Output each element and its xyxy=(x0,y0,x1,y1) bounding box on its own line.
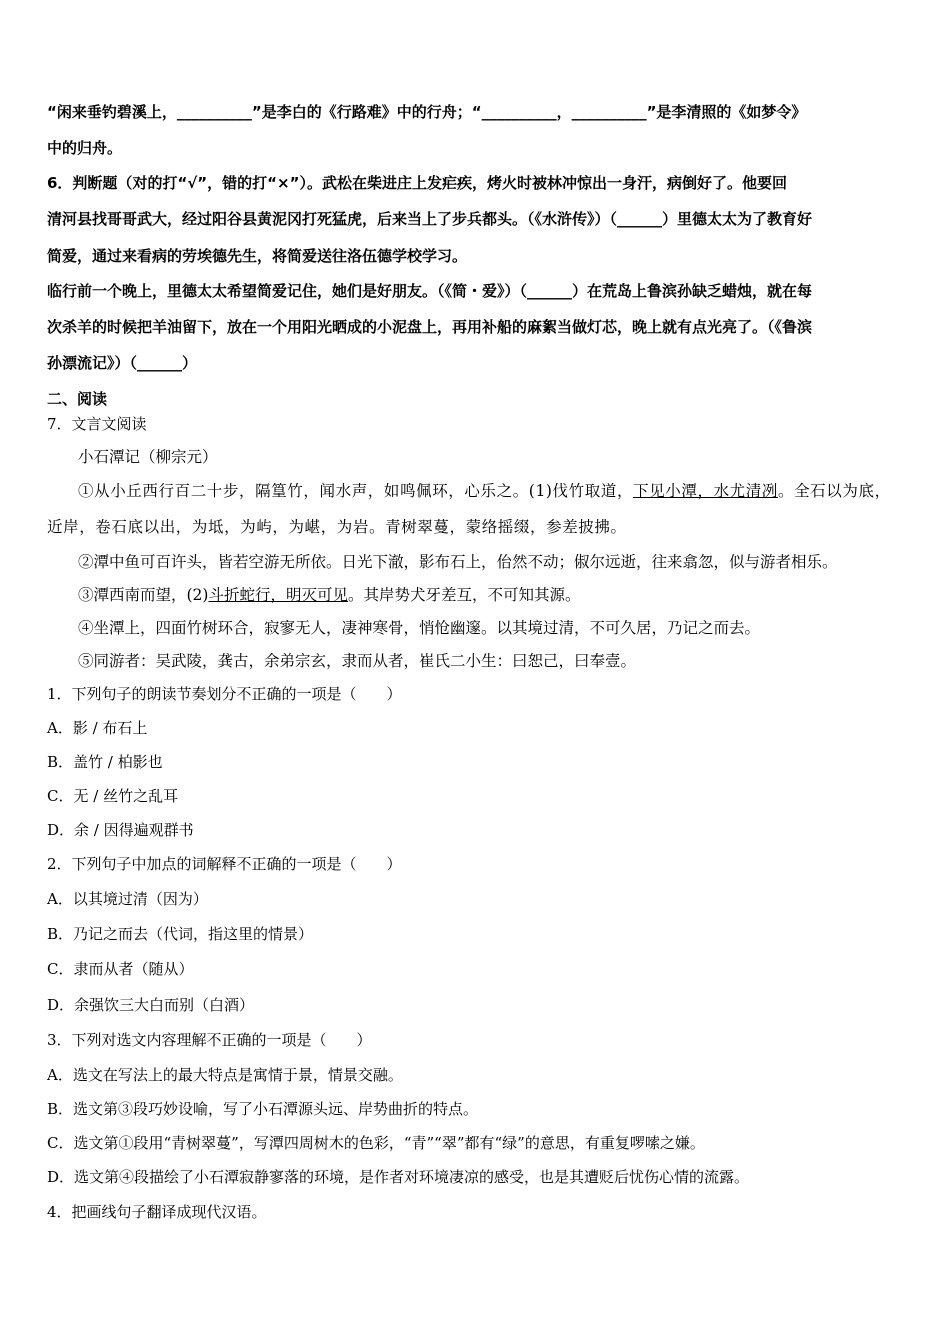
option: A．以其境过清（因为） xyxy=(47,890,208,908)
q6-line: 清河县找哥哥武大，经过阳谷县黄泥冈打死猛虎，后来当上了步兵都头。（《水浒传》）（______）里德太太为了教育好 xyxy=(47,210,813,228)
option: D．余 / 因得遍观群书 xyxy=(47,821,194,839)
question-stem: 4．把画线句子翻译成现代汉语。 xyxy=(47,1203,267,1221)
q7-title: 7．文言文阅读 xyxy=(47,415,147,433)
q6-line: 临行前一个晚上，里德太太希望简爱记住，她们是好朋友。（《简・爱》）（______）在荒岛上鲁滨孙缺乏蜡烛，就在每 xyxy=(47,282,813,300)
paragraph-1-cont: 近岸，卷石底以出，为坻，为屿，为嵁，为岩。青树翠蔓，蒙络摇缀，参差披拂。 xyxy=(47,518,627,536)
question-stem: 3．下列对选文内容理解不正确的一项是（ ） xyxy=(47,1031,372,1049)
q6-line: 6．判断题（对的打“√”，错的打“×”）。武松在柴进庄上发疟疾，烤火时被林冲惊出一身汗，病倒好了。他要回 xyxy=(47,174,787,192)
underlined-sentence-2: 斗折蛇行，明灭可见 xyxy=(208,586,348,604)
option: D．选文第④段描绘了小石潭寂静寥落的环境，是作者对环境凄凉的感受，也是其遭贬后忧伤心情的流露。 xyxy=(47,1168,750,1186)
q6-line: 简爱，通过来看病的劳埃德先生，将简爱送往洛伍德学校学习。 xyxy=(47,247,468,265)
paragraph-4: ④坐潭上，四面竹树环合，寂寥无人，凄神寒骨，悄怆幽邃。以其境过清，不可久居，乃记之而去。 xyxy=(78,619,761,637)
fill-in-line-1: “闲来垂钓碧溪上，__________”是李白的《行路难》中的行舟；“__________，__________”是李清照的《如梦令》 xyxy=(47,103,807,121)
paragraph-1 xyxy=(78,481,891,501)
text: ③潭西南而望，(2) xyxy=(78,586,209,604)
option: C．隶而从者（随从） xyxy=(47,960,194,978)
passage-title: 小石潭记（柳宗元） xyxy=(78,448,218,466)
paragraph-5: ⑤同游者：吴武陵，龚古，余弟宗玄，隶而从者，崔氏二小生：曰恕己，曰奉壹。 xyxy=(78,652,637,670)
option: C．无 / 丝竹之乱耳 xyxy=(47,787,179,805)
option: B．乃记之而去（代词，指这里的情景） xyxy=(47,925,314,943)
text: 。其岸势犬牙差互，不可知其源。 xyxy=(347,586,581,604)
q6-line: 次杀羊的时候把羊油留下，放在一个用阳光晒成的小泥盘上，再用补船的麻絮当做灯芯，晚上就有点光亮了。（《鲁滨 xyxy=(47,318,813,336)
paragraph-3 xyxy=(78,585,581,605)
text: ①从小丘西行百二十步，隔篁竹，闻水声，如鸣佩环，心乐之。(1)伐竹取道， xyxy=(78,482,634,500)
option: D．余强饮三大白而别（白酒） xyxy=(47,996,255,1014)
underlined-sentence-1: 下见小潭，水尤清冽 xyxy=(633,482,778,500)
option: B．盖竹 / 柏影也 xyxy=(47,753,163,771)
option: A．影 / 布石上 xyxy=(47,719,148,737)
option: B．选文第③段巧妙设喻，写了小石潭源头远、岸势曲折的特点。 xyxy=(47,1100,479,1118)
section-heading: 二、阅读 xyxy=(47,390,108,408)
q6-line: 孙漂流记》）（______） xyxy=(47,354,198,372)
option: A．选文在写法上的最大特点是寓情于景，情景交融。 xyxy=(47,1066,403,1084)
paragraph-2: ②潭中鱼可百许头，皆若空游无所依。日光下澈，影布石上，佁然不动；俶尔远逝，往来翕忽，似与游者相乐。 xyxy=(78,553,838,571)
fill-in-line-2: 中的归舟。 xyxy=(47,139,123,157)
option: C．选文第①段用“青树翠蔓”，写潭四周树木的色彩，“青”“翠”都有“绿”的意思，有重复啰嗦之嫌。 xyxy=(47,1134,705,1152)
question-stem: 2．下列句子中加点的词解释不正确的一项是（ ） xyxy=(47,855,402,873)
text: 。全石以为底， xyxy=(777,482,891,500)
question-stem: 1．下列句子的朗读节奏划分不正确的一项是（ ） xyxy=(47,685,402,703)
